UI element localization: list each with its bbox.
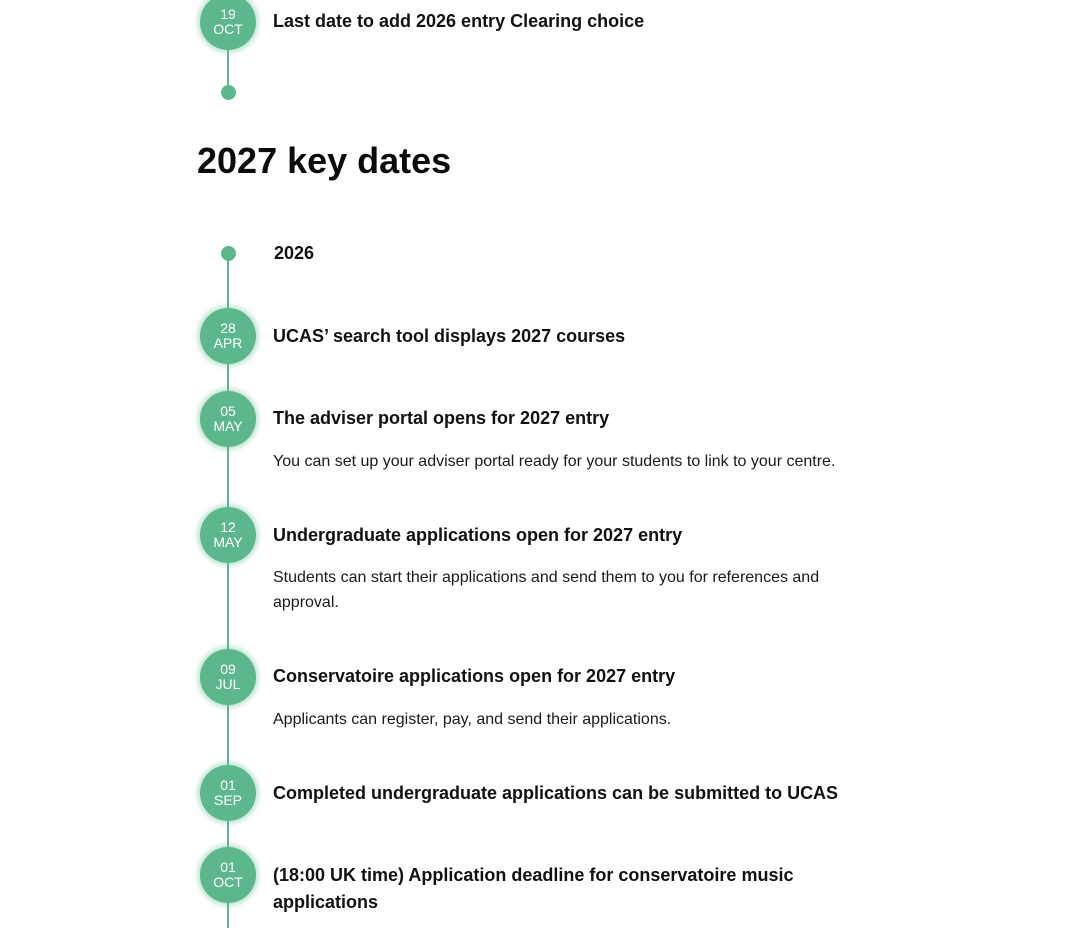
- timeline-item-title: (18:00 UK time) Application deadline for conservatoire music applications: [273, 865, 794, 912]
- timeline-end-dot: [221, 85, 236, 100]
- timeline-year-label: 2026: [274, 243, 315, 263]
- timeline-item-description: Students can start their applications and send them to you for references and approval.: [273, 569, 820, 611]
- timeline-item-title: The adviser portal opens for 2027 entry: [273, 408, 610, 428]
- date-badge: [200, 391, 256, 447]
- date-badge: [200, 765, 256, 821]
- timeline-item-title: Completed undergraduate applications can be submitted to UCAS: [273, 783, 839, 803]
- timeline-item-description: You can set up your adviser portal ready for your students to link to your centre.: [273, 453, 836, 470]
- timeline-item-title: Conservatoire applications open for 2027 entry: [273, 666, 676, 686]
- date-month: JUL: [215, 676, 241, 692]
- date-day: 12: [220, 519, 236, 535]
- date-month: APR: [213, 335, 243, 351]
- timeline-item-description: Applicants can register, pay, and send their applications.: [273, 711, 672, 728]
- date-badge: [200, 847, 256, 903]
- timeline-item-title: UCAS’ search tool displays 2027 courses: [273, 326, 626, 346]
- section-heading: 2027 key dates: [197, 140, 452, 181]
- timeline-item-title: Undergraduate applications open for 2027 entry: [273, 525, 683, 545]
- date-badge: [200, 649, 256, 705]
- date-badge: [200, 0, 256, 50]
- date-day: 19: [220, 6, 236, 22]
- timeline-start-dot: [221, 246, 236, 261]
- date-day: 28: [220, 320, 236, 336]
- date-month: MAY: [213, 418, 243, 434]
- date-day: 09: [220, 661, 236, 677]
- timeline-item-title: Last date to add 2026 entry Clearing choice: [273, 11, 645, 31]
- date-month: OCT: [213, 874, 243, 890]
- date-day: 05: [220, 403, 236, 419]
- date-day: 01: [220, 777, 236, 793]
- date-badge: [200, 507, 256, 563]
- date-day: 01: [220, 859, 236, 875]
- date-month: MAY: [213, 534, 243, 550]
- date-month: OCT: [213, 21, 243, 37]
- date-month: SEP: [213, 792, 242, 808]
- date-badge: [200, 308, 256, 364]
